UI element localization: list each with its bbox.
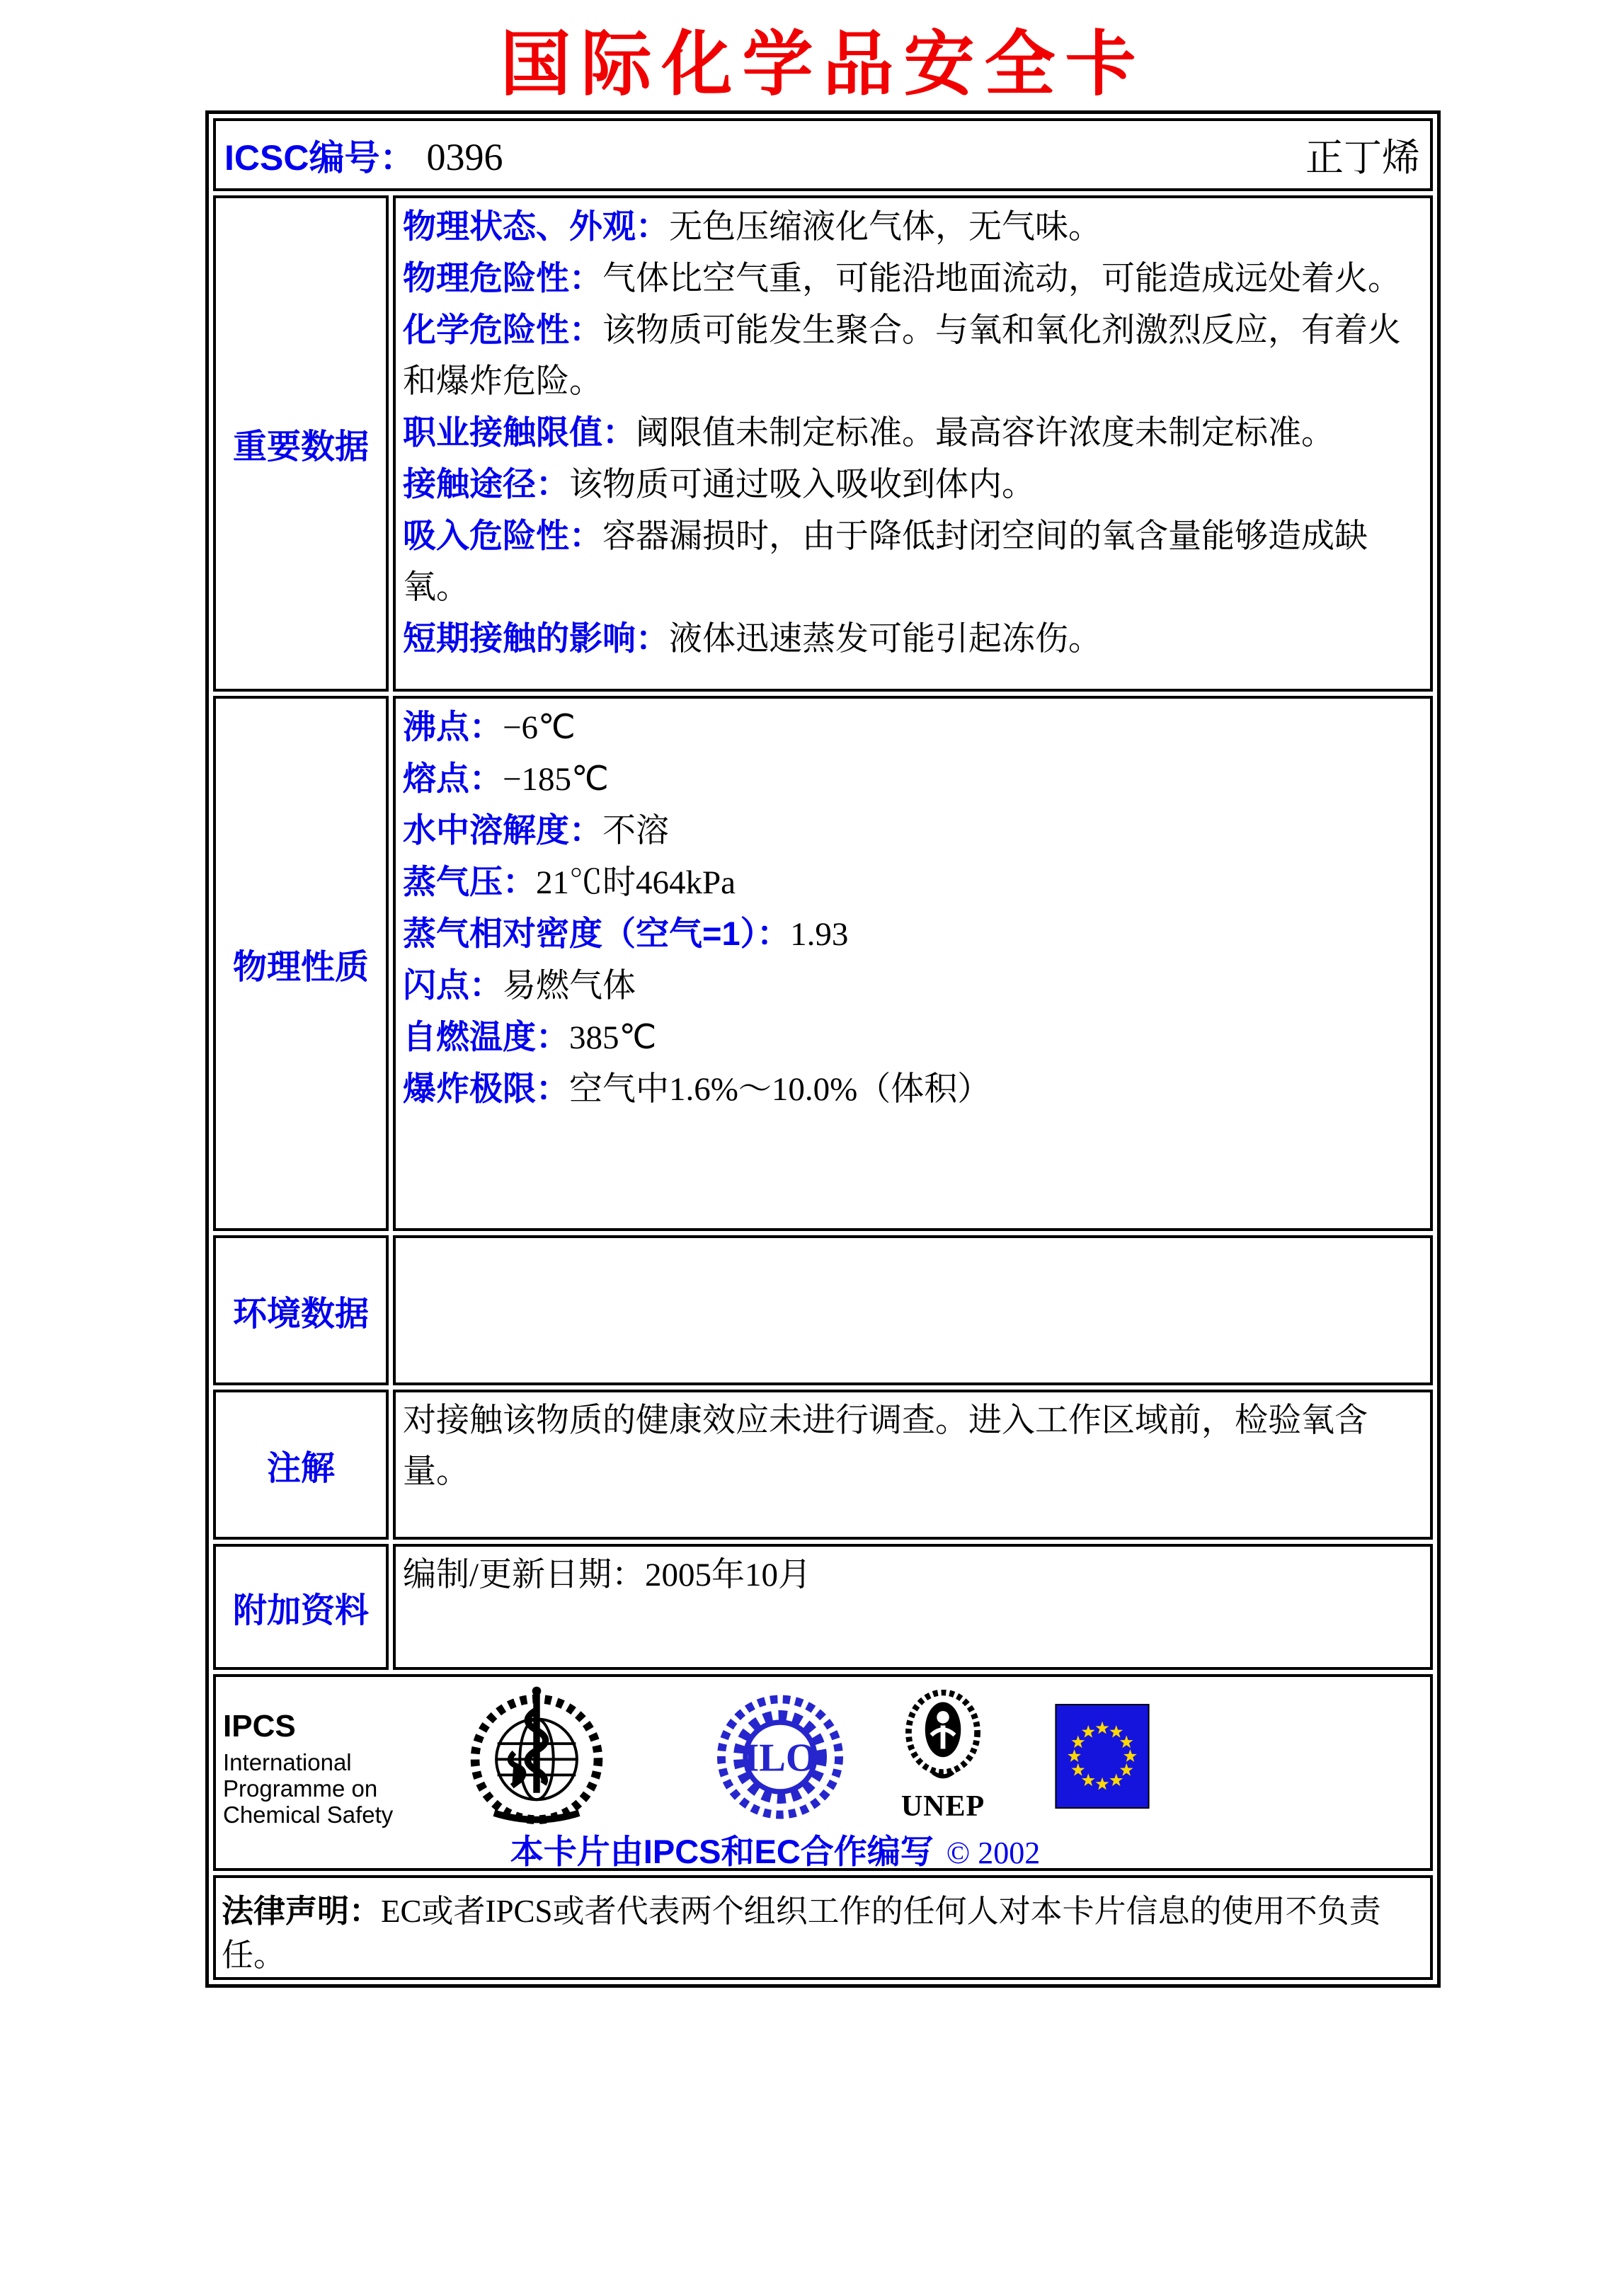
section-content-physical-properties [393, 696, 1433, 1231]
entry-text: 气体比空气重，可能沿地面流动，可能造成远处着火。 [602, 261, 1401, 297]
entry-line [403, 805, 1423, 857]
who-logo-icon [469, 1685, 604, 1828]
footer-row [213, 1674, 1433, 1871]
entry-line [403, 459, 1423, 510]
entry-line [403, 702, 1423, 753]
section-label-additional-info: 附加资料 [213, 1544, 389, 1670]
entry-line [403, 253, 1423, 304]
section-row-important-data [213, 195, 1433, 692]
entry-text: 1.93 [790, 916, 849, 953]
entry-line [403, 753, 1423, 805]
entry-label: 闪点： [403, 966, 503, 1004]
eu-flag-icon [1055, 1704, 1150, 1812]
entry-text: 不溶 [602, 813, 669, 849]
entry-label: 吸入危险性： [403, 517, 602, 554]
footer-caption-text: 本卡片由IPCS和EC合作编写 [510, 1833, 934, 1870]
entry-label: 接触途径： [403, 465, 569, 503]
section-content-environmental-data [393, 1235, 1433, 1385]
header-row [213, 118, 1433, 191]
footer-cell [213, 1674, 1433, 1871]
entry-label: 蒸气压： [403, 863, 536, 900]
entry-text: 空气中1.6%～10.0%（体积） [569, 1071, 991, 1108]
ipcs-line: Programme on [223, 1775, 378, 1802]
section-label-physical-properties: 物理性质 [213, 696, 389, 1231]
section-row-physical-properties [213, 696, 1433, 1231]
section-content-additional-info [393, 1544, 1433, 1670]
unep-block [890, 1690, 996, 1822]
section-row-notes [213, 1390, 1433, 1540]
entry-text: 容器漏损时，由于降低封闭空间的氧含量能够造成缺氧。 [403, 518, 1368, 606]
ipcs-title: IPCS [223, 1709, 296, 1744]
entry-line [403, 908, 1423, 960]
entry-text: 该物质可通过吸入吸收到体内。 [569, 466, 1035, 503]
entry-line [403, 857, 1423, 908]
entry-text: −185℃ [503, 761, 609, 798]
entry-label: 熔点： [403, 760, 503, 797]
entry-label: 职业接触限值： [403, 413, 636, 451]
unep-logo-icon [905, 1690, 981, 1786]
entry-text: 该物质可能发生聚合。与氧和氧化剂激烈反应，有着火和爆炸危险。 [403, 312, 1401, 400]
entry-label: 化学危险性： [403, 311, 602, 348]
header-cell [213, 118, 1433, 191]
entry-line [403, 201, 1423, 253]
section-row-environmental-data [213, 1235, 1433, 1385]
chemical-name: 正丁烯 [1305, 137, 1420, 179]
footer-caption [216, 1826, 1334, 1871]
entry-text: 对接触该物质的健康效应未进行调查。进入工作区域前，检验氧含量。 [403, 1402, 1368, 1490]
icsc-number-value: 0396 [426, 135, 503, 178]
ipcs-line: International [223, 1749, 352, 1775]
entry-text: 编制/更新日期：2005年10月 [403, 1557, 812, 1593]
section-label-notes: 注解 [213, 1390, 389, 1540]
ilo-logo-icon [716, 1694, 845, 1824]
section-label-environmental-data: 环境数据 [213, 1235, 389, 1385]
entry-label: 蒸气相对密度（空气=1）： [403, 915, 791, 952]
svg-text:ILO: ILO [743, 1736, 817, 1780]
entry-label: 自燃温度： [403, 1018, 569, 1055]
section-label-important-data: 重要数据 [213, 195, 389, 692]
page-title: 国际化学品安全卡 [500, 22, 1146, 105]
legal-text: EC或者IPCS或者代表两个组织工作的任何人对本卡片信息的使用不负责任。 [222, 1894, 1381, 1973]
unep-logo-text: UNEP [900, 1790, 985, 1823]
ipcs-block [223, 1710, 393, 1828]
header-inner [216, 121, 1430, 188]
entry-text: 阈限值未制定标准。最高容许浓度未制定标准。 [636, 415, 1334, 452]
entry-label: 短期接触的影响： [403, 619, 669, 657]
entry-text: 液体迅速蒸发可能引起冻伤。 [669, 621, 1102, 658]
section-row-additional-info [213, 1544, 1433, 1670]
entry-line [403, 1395, 1423, 1497]
entry-line [403, 613, 1423, 665]
entry-label: 物理状态、外观： [403, 207, 669, 245]
legal-cell [213, 1875, 1433, 1980]
icsc-card-table [205, 110, 1441, 1988]
entry-line [403, 960, 1423, 1012]
entry-line [403, 304, 1423, 407]
section-content-important-data [393, 195, 1433, 692]
entry-label: 爆炸极限： [403, 1070, 569, 1107]
legal-line [222, 1889, 1423, 1977]
entry-label: 物理危险性： [403, 259, 602, 297]
entry-text: 易燃气体 [503, 968, 636, 1004]
entry-text: 385℃ [569, 1019, 657, 1056]
icsc-number-group [224, 130, 503, 181]
entry-line [403, 1063, 1423, 1115]
entry-label: 沸点： [403, 708, 503, 745]
entry-text: 21℃时464kPa [536, 864, 736, 901]
legal-row [213, 1875, 1433, 1980]
footer-copyright: © 2002 [946, 1836, 1041, 1870]
entry-text: 无色压缩液化气体，无气味。 [669, 209, 1102, 246]
entry-text: −6℃ [503, 709, 576, 746]
legal-label: 法律声明： [222, 1893, 382, 1929]
entry-line [403, 1550, 1423, 1601]
section-content-notes [393, 1390, 1433, 1540]
entry-line [403, 510, 1423, 613]
entry-line [403, 407, 1423, 459]
entry-line [403, 1012, 1423, 1063]
icsc-number-label: ICSC编号： [224, 137, 416, 178]
ipcs-line: Chemical Safety [223, 1802, 394, 1828]
entry-label: 水中溶解度： [403, 811, 602, 849]
